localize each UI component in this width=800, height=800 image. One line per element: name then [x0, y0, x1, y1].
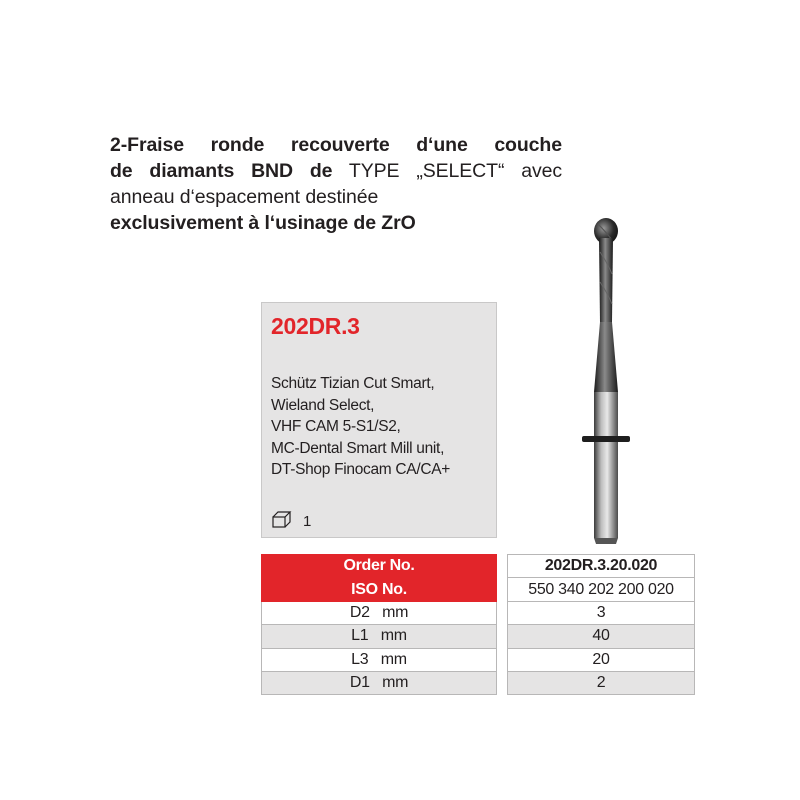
dimension-label: L1 mm [262, 625, 497, 648]
table-row [508, 648, 695, 671]
table-row [508, 625, 695, 648]
dimension-value: 40 [508, 625, 695, 648]
machine-item: DT-Shop Finocam CA/CA+ [271, 461, 451, 478]
table-row [508, 555, 695, 578]
spec-table-labels [261, 554, 497, 695]
table-row [508, 671, 695, 694]
table-row [262, 578, 497, 601]
dimension-value: 3 [508, 601, 695, 624]
heading-line-1: 2-Fraise ronde recouverte d‘une couche [110, 134, 562, 156]
machine-item: MC-Dental Smart Mill unit, [271, 439, 445, 457]
order-no-value: 202DR.3.20.020 [508, 555, 695, 578]
table-row [508, 601, 695, 624]
package-quantity-value: 1 [303, 513, 312, 530]
dimension-value: 2 [508, 671, 695, 694]
heading-line-2: de diamants BND de TYPE „SELECT“ avec [110, 160, 563, 182]
heading-line-3: anneau d‘espacement destinée [110, 186, 379, 208]
table-row [262, 555, 497, 578]
table-row [508, 578, 695, 601]
machine-item: Schütz Tizian Cut Smart, [271, 375, 435, 392]
bur-tool-image [572, 212, 642, 552]
machine-item: VHF CAM 5-S1/S2, [271, 418, 401, 435]
heading-line-4: exclusivement à l‘usinage de ZrO [110, 212, 416, 234]
dimension-label: D2 mm [262, 601, 497, 624]
package-quantity [272, 511, 311, 532]
iso-no-label: ISO No. [262, 578, 497, 601]
machine-item: Wieland Select, [271, 396, 375, 414]
dimension-label: D1 mm [262, 671, 497, 694]
table-row [262, 601, 497, 624]
product-code: 202DR.3 [271, 313, 360, 339]
compatible-machines-list [271, 373, 450, 481]
dimension-label: L3 mm [262, 648, 497, 671]
iso-no-value: 550 340 202 200 020 [508, 578, 695, 601]
spec-table-values [507, 554, 695, 695]
dimension-value: 20 [508, 648, 695, 671]
product-heading [110, 132, 562, 236]
order-no-label: Order No. [262, 555, 497, 578]
table-row [262, 625, 497, 648]
table-row [262, 671, 497, 694]
table-row [262, 648, 497, 671]
product-info-box [261, 302, 497, 538]
box-icon [272, 511, 292, 532]
